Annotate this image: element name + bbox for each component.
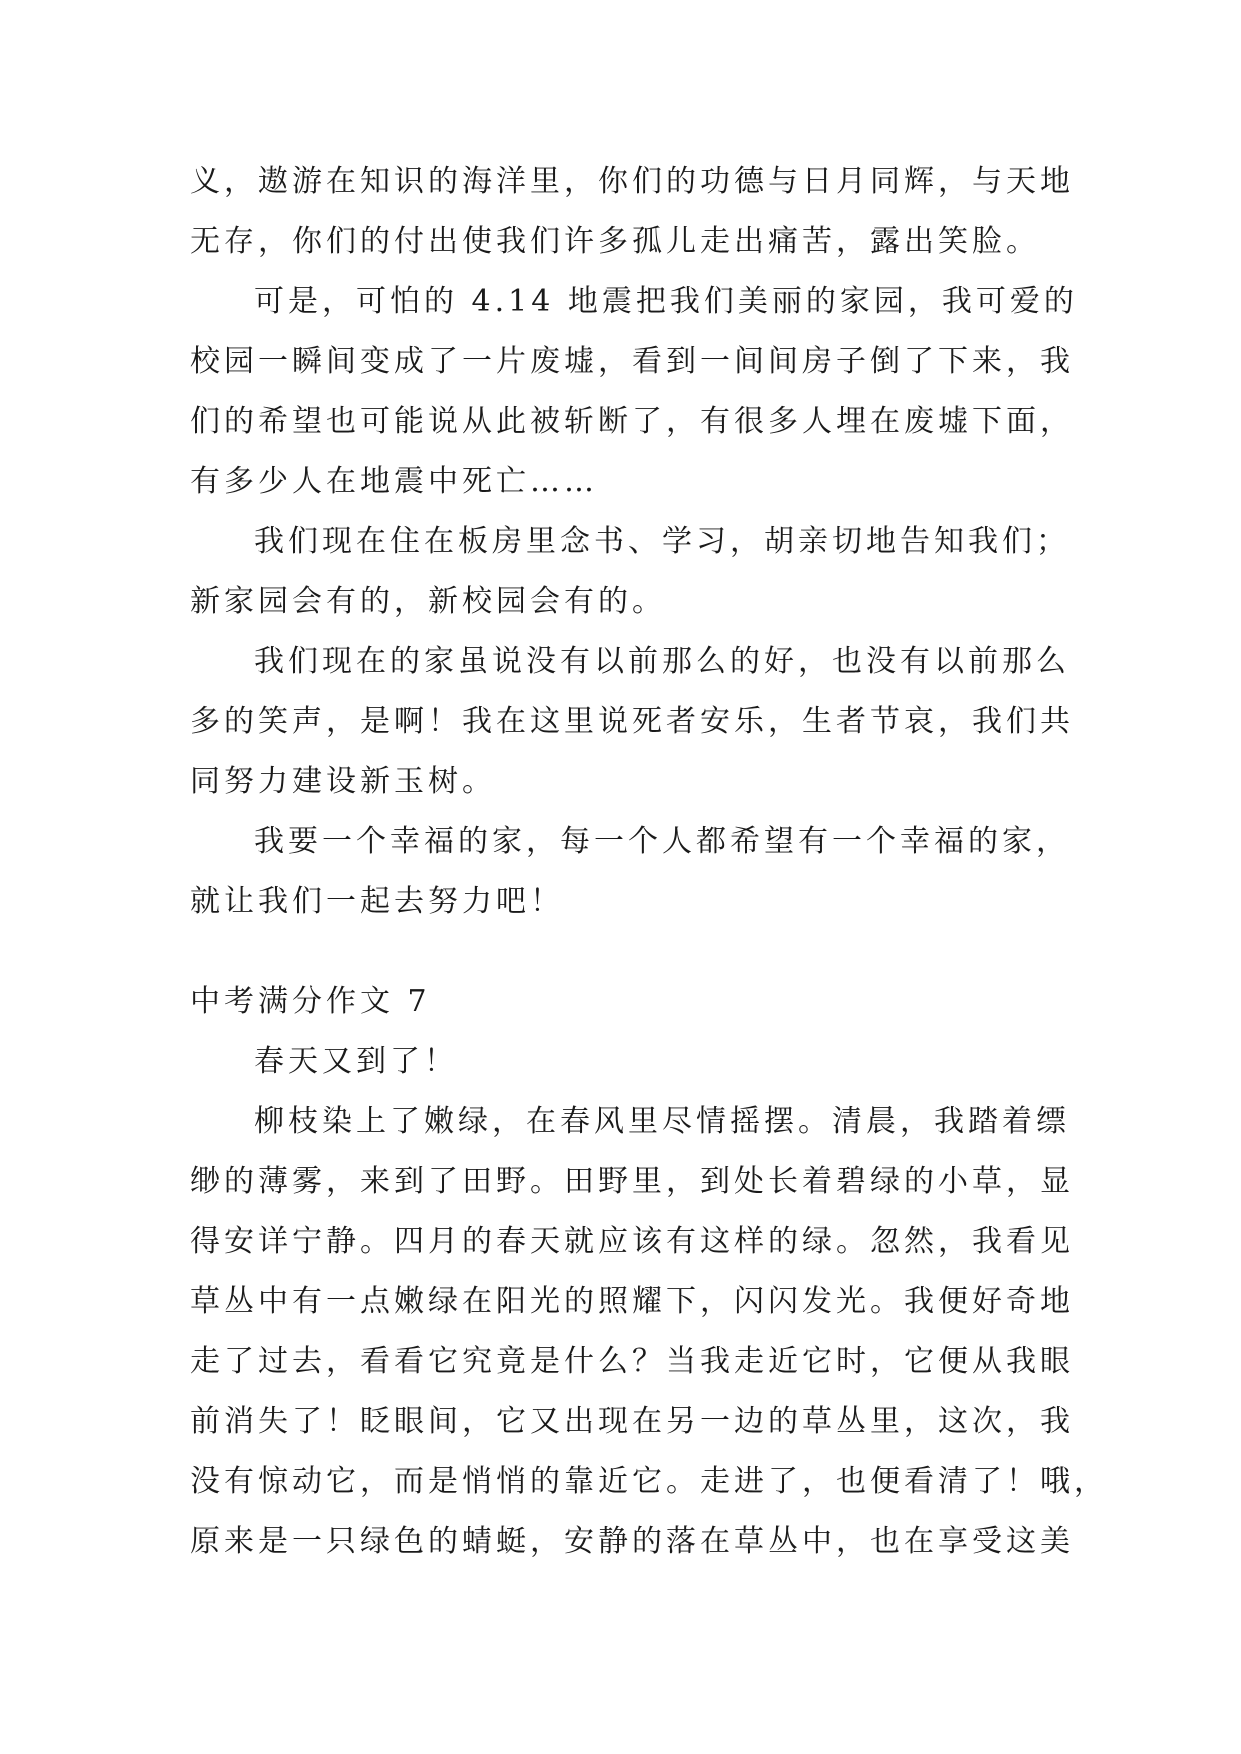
- text-line: 多的笑声，是啊！我在这里说死者安乐，生者节哀，我们共: [190, 704, 1074, 739]
- text-line: 同努力建设新玉树。: [190, 764, 496, 799]
- text-line: 校园一瞬间变成了一片废墟，看到一间间房子倒了下来，我: [190, 344, 1074, 379]
- text-line: 有多少人在地震中死亡……: [190, 464, 598, 499]
- text-line: 草丛中有一点嫩绿在阳光的照耀下，闪闪发光。我便好奇地: [190, 1284, 1074, 1319]
- text-line: 没有惊动它，而是悄悄的靠近它。走进了，也便看清了！哦，: [190, 1464, 1108, 1499]
- text-line: 我要一个幸福的家，每一个人都希望有一个幸福的家，: [254, 824, 1070, 859]
- text-line: 柳枝染上了嫩绿，在春风里尽情摇摆。清晨，我踏着缥: [254, 1104, 1070, 1139]
- text-line: 春天又到了！: [254, 1044, 458, 1079]
- text-line: 就让我们一起去努力吧！: [190, 884, 564, 919]
- text-line: 缈的薄雾，来到了田野。田野里，到处长着碧绿的小草，显: [190, 1164, 1074, 1199]
- text-line: 我们现在的家虽说没有以前那么的好，也没有以前那么: [254, 644, 1070, 679]
- text-line: 们的希望也可能说从此被斩断了，有很多人埋在废墟下面，: [190, 404, 1074, 439]
- text-line: 我们现在住在板房里念书、学习，胡亲切地告知我们；: [254, 524, 1070, 559]
- text-line: 义，遨游在知识的海洋里，你们的功德与日月同辉，与天地: [190, 164, 1074, 199]
- text-line: 走了过去，看看它究竟是什么？当我走近它时，它便从我眼: [190, 1344, 1074, 1379]
- text-line: 新家园会有的，新校园会有的。: [190, 584, 666, 619]
- text-line: 得安详宁静。四月的春天就应该有这样的绿。忽然，我看见: [190, 1224, 1074, 1259]
- text-line: 前消失了！眨眼间，它又出现在另一边的草丛里，这次，我: [190, 1404, 1074, 1439]
- text-line: 无存，你们的付出使我们许多孤儿走出痛苦，露出笑脸。: [190, 224, 1040, 259]
- text-line: 原来是一只绿色的蜻蜓，安静的落在草丛中，也在享受这美: [190, 1524, 1074, 1559]
- section-heading: 中考满分作文 7: [190, 984, 431, 1019]
- text-line: 可是，可怕的 4.14 地震把我们美丽的家园，我可爱的: [254, 284, 1078, 319]
